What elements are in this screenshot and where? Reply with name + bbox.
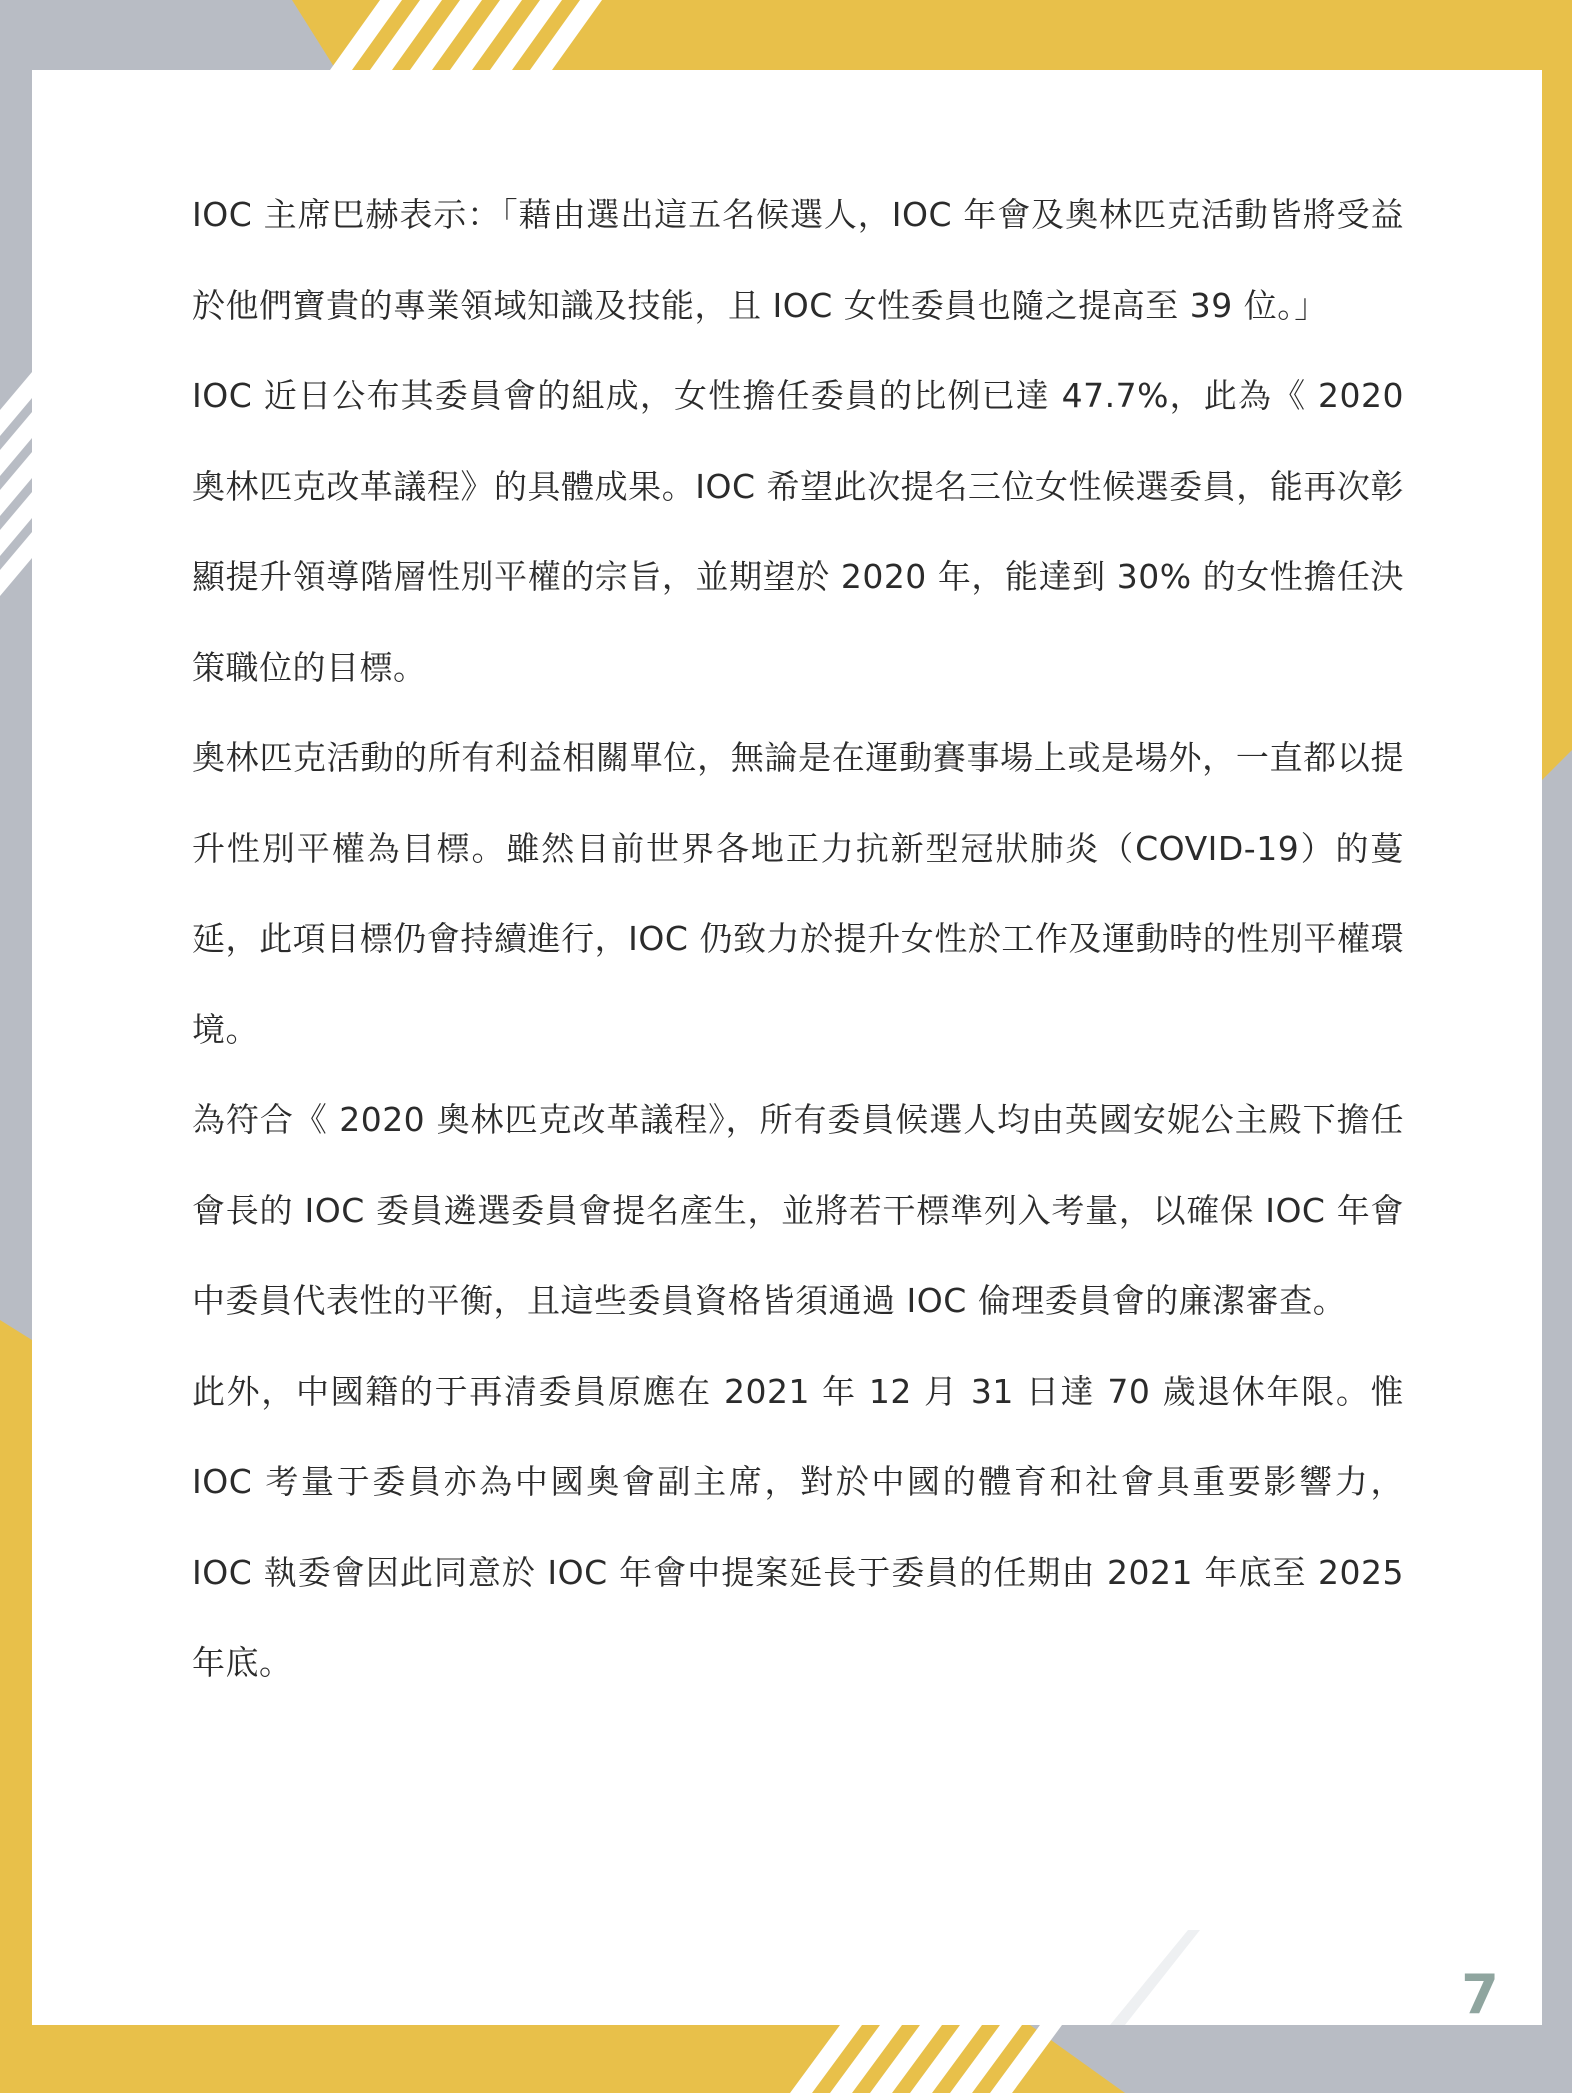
frame-gray-bottom-right	[1030, 2025, 1572, 2093]
frame-gray-left-upper	[0, 70, 32, 1340]
page-number: 7	[1461, 1963, 1499, 2026]
paragraph-4: 為符合《 2020 奧林匹克改革議程》，所有委員候選人均由英國安妮公主殿下擔任會長的 IOC 委員遴選委員會提名產生，並將若干標準列入考量，以確保 IOC 年會中委員代表性的平衡，且這些委員資格皆須通過 IOC 倫理委員會的廉潔審查。	[192, 1100, 1404, 1320]
article-body	[192, 170, 1404, 1709]
frame-gray-right-lower	[1542, 750, 1572, 2093]
paragraph-1: IOC 主席巴赫表示：「藉由選出這五名候選人，IOC 年會及奧林匹克活動皆將受益於他們寶貴的專業領域知識及技能，且 IOC 女性委員也隨之提高至 39 位。」	[192, 195, 1404, 325]
frame-gray-top-left	[0, 0, 336, 70]
paragraph-5: 此外，中國籍的于再清委員原應在 2021 年 12 月 31 日達 70 歲退休年限。惟 IOC 考量于委員亦為中國奧會副主席，對於中國的體育和社會具重要影響力， IOC 執委會因此同意於 IOC 年會中提案延長于委員的任期由 2021 年底至 2025 年底。	[192, 1371, 1404, 1682]
paragraph-2: IOC 近日公布其委員會的組成，女性擔任委員的比例已達 47.7%，此為《 2020 奧林匹克改革議程》的具體成果。IOC 希望此次提名三位女性候選委員，能再次彰顯提升領導階層性別平權的宗旨，並期望於 2020 年，能達到 30% 的女性擔任決策職位的目標。	[192, 376, 1404, 687]
paragraph-3: 奧林匹克活動的所有利益相關單位，無論是在運動賽事場上或是場外，一直都以提升性別平權為目標。雖然目前世界各地正力抗新型冠狀肺炎（COVID-19）的蔓延，此項目標仍會持續進行，IOC 仍致力於提升女性於工作及運動時的性別平權環境。	[192, 738, 1404, 1049]
